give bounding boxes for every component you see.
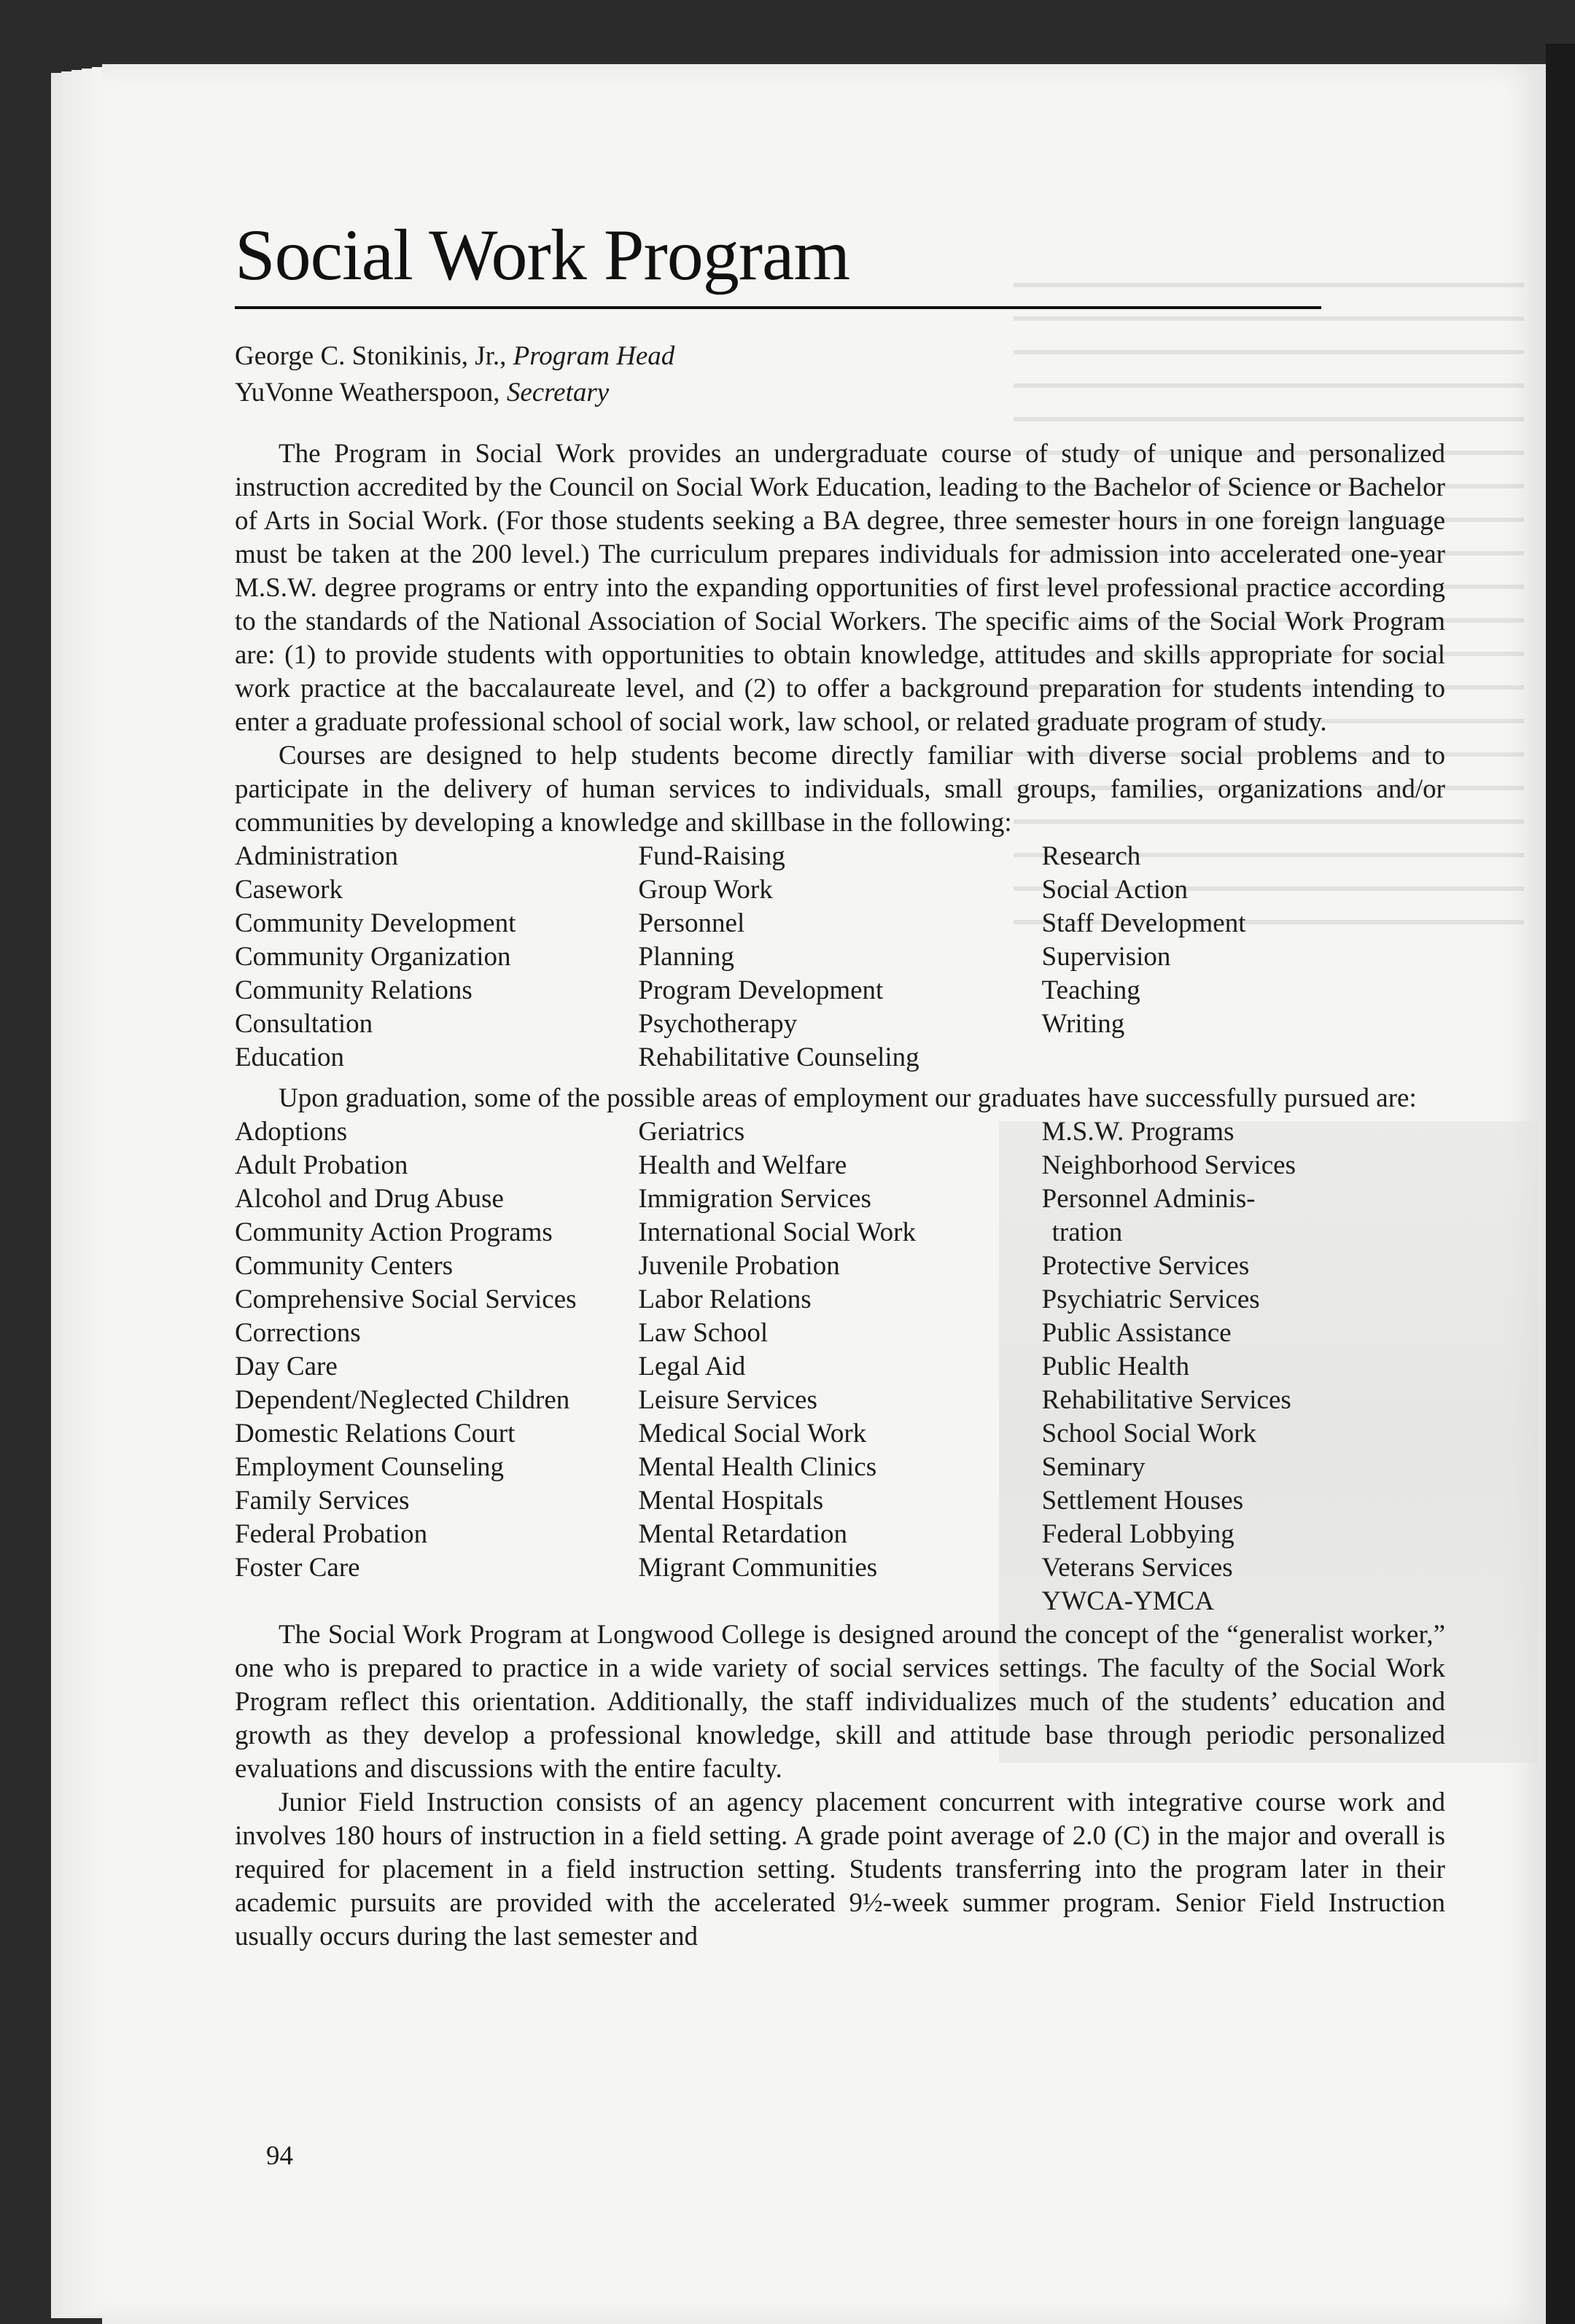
list-item: Seminary <box>1041 1452 1146 1482</box>
staff-entry <box>235 338 1445 375</box>
list-item: Supervision <box>1041 942 1171 972</box>
title-rule <box>235 306 1321 309</box>
list-item: Rehabilitative Counseling <box>638 1042 919 1072</box>
list-item: Writing <box>1041 1009 1125 1039</box>
employment-column <box>235 1115 638 1618</box>
list-item: Research <box>1041 841 1141 871</box>
list-item: YWCA-YMCA <box>1041 1586 1215 1616</box>
skills-column <box>235 840 638 1075</box>
courses-paragraph: Courses are designed to help students become directly familiar with diverse social problems and to participate in the delivery of human services to individuals, small groups, families, organizations and/or communities by developing a knowledge and skillbase in the following: <box>235 741 1445 838</box>
list-item: M.S.W. Programs <box>1041 1117 1234 1147</box>
list-item: Law School <box>638 1318 769 1348</box>
list-item: Teaching <box>1041 975 1140 1005</box>
list-item: Community Relations <box>235 975 472 1005</box>
employment-column <box>1042 1115 1445 1618</box>
list-item: Rehabilitative Services <box>1041 1385 1291 1415</box>
list-item: Community Centers <box>235 1251 454 1281</box>
list-item: Psychotherapy <box>638 1009 798 1039</box>
staff-name: George C. Stonikinis, Jr., <box>235 341 507 371</box>
staff-role: Program Head <box>513 341 675 371</box>
list-item: Migrant Communities <box>638 1553 878 1583</box>
staff-list <box>235 338 1445 411</box>
page-number: 94 <box>266 2141 293 2171</box>
list-item: Alcohol and Drug Abuse <box>235 1184 504 1214</box>
list-item: Day Care <box>235 1352 338 1381</box>
employment-list <box>235 1115 1445 1618</box>
list-item: Mental Retardation <box>638 1519 847 1549</box>
employment-paragraph: Upon graduation, some of the possible areas of employment our graduates have successfully pursued are: <box>279 1083 1417 1113</box>
list-item: Psychiatric Services <box>1041 1284 1260 1314</box>
page-title: Social Work Program <box>235 214 850 295</box>
list-item: Family Services <box>235 1486 410 1516</box>
list-item: Federal Probation <box>235 1519 428 1549</box>
list-item: Planning <box>638 942 734 972</box>
skills-column <box>1042 840 1445 1075</box>
list-item: Medical Social Work <box>638 1419 867 1448</box>
staff-entry <box>235 375 1445 411</box>
list-item: Personnel <box>638 908 745 938</box>
list-item: International Social Work <box>638 1217 916 1247</box>
list-item: Community Development <box>235 908 516 938</box>
list-item: Corrections <box>235 1318 361 1348</box>
list-item: tration <box>1051 1217 1123 1247</box>
list-item: Social Action <box>1041 875 1189 905</box>
list-item: Legal Aid <box>638 1352 746 1381</box>
list-item: Group Work <box>638 875 773 905</box>
list-item: Personnel Adminis- <box>1041 1184 1256 1214</box>
list-item: Adult Probation <box>235 1150 408 1180</box>
list-item: Community Organization <box>235 942 511 972</box>
list-item: Leisure Services <box>638 1385 817 1415</box>
staff-name: YuVonne Weatherspoon, <box>235 378 500 408</box>
book-spine <box>1546 44 1575 2324</box>
list-item: Adoptions <box>235 1117 348 1147</box>
list-item: Foster Care <box>235 1553 360 1583</box>
list-item: Program Development <box>638 975 884 1005</box>
list-item: School Social Work <box>1041 1419 1257 1448</box>
employment-column <box>638 1115 1041 1618</box>
list-item: Community Action Programs <box>235 1217 553 1247</box>
list-item: Health and Welfare <box>638 1150 847 1180</box>
intro-paragraph: The Program in Social Work provides an undergraduate course of study of unique and personalized instruction accredited by the Council on Social Work Education, leading to the Bachelor of Science or Bachelor of Arts in Social Work. (For those students seeking a BA degree, three semester hours in one foreign language must be taken at the 200 level.) The curriculum prepares individuals for admission into accelerated one-year M.S.W. degree programs or entry into the expanding opportunities of first level professional practice according to the standards of the National Association of Social Workers. The specific aims of the Social Work Program are: (1) to provide students with opportunities to obtain knowledge, attitudes and skills appropriate for social work practice at the baccalaureate level, and (2) to offer a background preparation for students intending to enter a graduate professional school of social work, law school, or related graduate program of study. <box>235 439 1445 737</box>
list-item: Dependent/Neglected Children <box>235 1385 570 1415</box>
list-item: Education <box>235 1042 345 1072</box>
list-item: Mental Hospitals <box>638 1486 824 1516</box>
page-content <box>235 211 1445 1954</box>
list-item: Public Health <box>1041 1352 1190 1381</box>
staff-role: Secretary <box>506 378 610 408</box>
list-item: Juvenile Probation <box>638 1251 840 1281</box>
list-item: Mental Health Clinics <box>638 1452 877 1482</box>
list-item: Labor Relations <box>638 1284 812 1314</box>
list-item: Immigration Services <box>638 1184 871 1214</box>
list-item: Veterans Services <box>1041 1553 1233 1583</box>
list-item: Employment Counseling <box>235 1452 504 1482</box>
junior-field-paragraph: Junior Field Instruction consists of an agency placement concurrent with integrative course work and involves 180 hours of instruction in a field setting. A grade point average of 2.0 (C) in the major and overall is required for placement in a field instruction setting. Students transferring into the program later in their academic pursuits are provided with the accelerated 9½-week summer program. Senior Field Instruction usually occurs during the last semester and <box>235 1787 1445 1951</box>
skills-column <box>638 840 1041 1075</box>
list-item: Neighborhood Services <box>1041 1150 1296 1180</box>
list-item: Public Assistance <box>1041 1318 1232 1348</box>
skills-list <box>235 840 1445 1075</box>
list-item: Staff Development <box>1041 908 1246 938</box>
generalist-paragraph: The Social Work Program at Longwood College is designed around the concept of the “generalist worker,” one who is prepared to practice in a wide variety of social services settings. The faculty of the Social Work Program reflect this orientation. Additionally, the staff individualizes much of the students’ education and growth as they develop a professional knowledge, skill and attitude base through periodic personalized evaluations and discussions with the entire faculty. <box>235 1620 1445 1784</box>
list-item: Protective Services <box>1041 1251 1250 1281</box>
list-item: Fund-Raising <box>638 841 785 871</box>
list-item: Administration <box>235 841 399 871</box>
list-item: Domestic Relations Court <box>235 1419 516 1448</box>
list-item: Geriatrics <box>638 1117 745 1147</box>
list-item: Federal Lobbying <box>1041 1519 1234 1549</box>
list-item: Comprehensive Social Services <box>235 1284 577 1314</box>
list-item: Casework <box>235 875 343 905</box>
list-item: Consultation <box>235 1009 373 1039</box>
list-item: Settlement Houses <box>1041 1486 1244 1516</box>
